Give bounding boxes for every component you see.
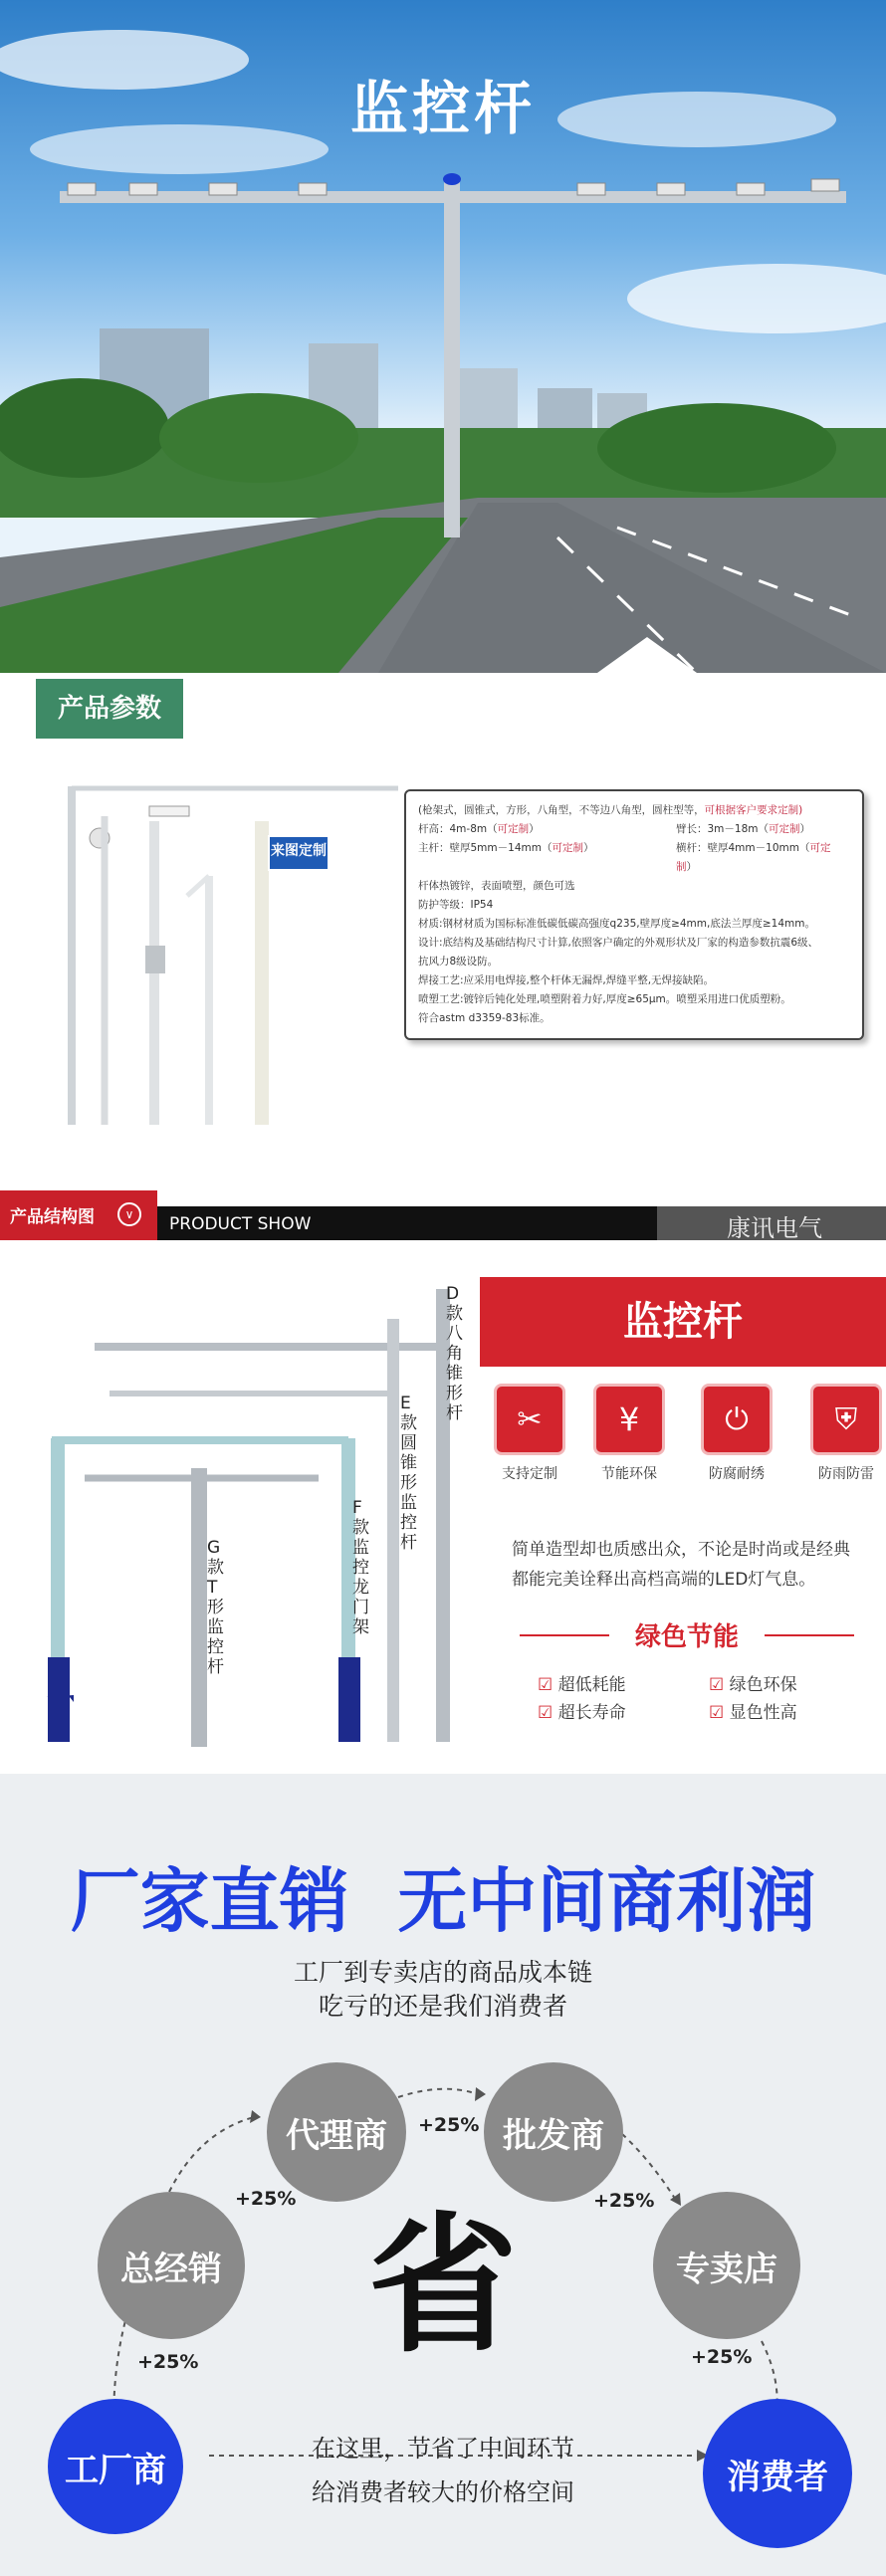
save-note1: 在这里，节省了中间环节	[312, 2435, 574, 2463]
direct-headline: 厂家直销 无中间商利润	[70, 1860, 816, 1942]
spec-spray: 喷塑工艺:镀锌后钝化处理,喷塑附着力好,厚度≥65μm。喷塑采用进口优质塑粉。	[418, 993, 791, 1005]
shield-icon: ⛨	[810, 1384, 882, 1455]
agent-node: 代理商	[267, 2062, 406, 2202]
wholesaler-node: 批发商	[484, 2062, 623, 2202]
tools-icon: ✂	[494, 1384, 565, 1455]
pct-retailer-consumer: +25%	[691, 2346, 753, 2368]
spec-main-pole: 主杆：壁厚5mm－14mm（可定制）	[418, 842, 594, 854]
check-item: ☑ 超长寿命	[538, 1703, 626, 1723]
feature-weather	[806, 1384, 886, 1483]
feature-eco	[589, 1384, 669, 1483]
check-icon: ☑	[709, 1675, 725, 1695]
spec-cross-arm: 横杆：壁厚4mm－10mm（可定制）	[676, 842, 831, 873]
check-item: ☑ 超低耗能	[538, 1675, 626, 1695]
pct-wholesaler-retailer: +25%	[593, 2190, 655, 2212]
spec-standard: 符合astm d3359-83标准。	[418, 1012, 551, 1024]
check-icon: ☑	[709, 1703, 725, 1723]
check-icon: ☑	[538, 1675, 554, 1695]
spec-wind: 抗风力8级设防。	[418, 956, 499, 967]
model-g-label: G款 T形监控杆	[207, 1538, 224, 1677]
chevron-down-icon: ∨	[117, 1202, 141, 1226]
feature-weather-label: 防雨防雷	[818, 1466, 874, 1482]
save-character: 省	[367, 2200, 518, 2373]
brand-name: 康讯电气	[727, 1214, 822, 1242]
spec-design: 设计:底结构及基础结构尺寸计算,依照客户确定的外观形状及厂家的构造参数抗震6级、	[418, 937, 819, 949]
product-card-title: 监控杆	[480, 1277, 886, 1367]
spec-welding: 焊接工艺:应采用电焊接,整个杆体无漏焊,焊缝平整,无焊接缺陷。	[418, 974, 715, 986]
spec-material: 材质:钢材材质为国标标准低碳低碳高强度q235,壁厚度≥4mm,底法兰厚度≥14mm。	[418, 918, 815, 930]
pct-factory-distributor: +25%	[137, 2351, 199, 2373]
factory-node: 工厂商	[48, 2399, 183, 2534]
feature-anticorrosion-label: 防腐耐绣	[709, 1466, 765, 1482]
feature-custom-label: 支持定制	[502, 1466, 557, 1482]
model-e-label: E款 圆锥形监控杆	[400, 1394, 417, 1553]
power-icon: ⏻	[701, 1384, 773, 1455]
params-tab: 产品参数	[36, 679, 183, 739]
spec-protection: 防护等级：IP54	[418, 899, 494, 911]
direct-sub2: 吃亏的还是我们消费者	[318, 1992, 567, 2021]
feature-eco-label: 节能环保	[601, 1466, 657, 1482]
product-description: 简单造型却也质感出众，不论是时尚或是经典都能完美诠释出高档高端的LED灯气息。	[512, 1540, 850, 1590]
pct-distributor-agent: +25%	[235, 2188, 297, 2210]
consumer-node: 消费者	[703, 2399, 852, 2548]
product-show-label: PRODUCT SHOW	[169, 1214, 312, 1234]
spec-custom-note: 可根据客户要求定制)	[704, 804, 803, 816]
spec-galvanized: 杆体热镀锌，表面喷塑，颜色可选	[418, 880, 575, 892]
check-icon: ☑	[538, 1703, 554, 1723]
green-title: 绿色节能	[609, 1616, 765, 1653]
spec-box	[404, 789, 864, 1040]
model-d-label: D款 八角锥形杆	[446, 1284, 463, 1423]
hero-banner	[0, 0, 886, 673]
model-f-label: F款 监控龙门架	[352, 1498, 369, 1637]
pole-products-illustration	[60, 776, 398, 1125]
spec-arm-length: 臂长：3m－18m（可定制）	[676, 823, 810, 835]
pct-agent-wholesaler: +25%	[418, 2114, 480, 2136]
structure-banner	[0, 1190, 886, 1240]
spec-row-height	[418, 820, 850, 839]
spec-line-types	[418, 801, 850, 820]
spec-pole-height: 杆高：4m-8m（可定制）	[418, 823, 540, 835]
structure-tab: 产品结构图	[10, 1207, 95, 1227]
save-note2: 给消费者较大的价格空间	[312, 2478, 574, 2506]
spec-row-thickness	[418, 839, 850, 877]
direct-sub1: 工厂到专卖店的商品成本链	[293, 1958, 592, 1987]
yen-icon: ¥	[593, 1384, 665, 1455]
custom-sign-label: 来图定制	[271, 843, 327, 859]
feature-anticorrosion	[697, 1384, 776, 1483]
feature-custom	[490, 1384, 569, 1483]
direct-sales-section	[0, 1774, 886, 2576]
check-item: ☑ 绿色环保	[709, 1675, 797, 1695]
hero-title: 监控杆	[349, 75, 536, 142]
check-item: ☑ 显色性高	[709, 1703, 797, 1723]
spec-types-text: (枪架式，圆锥式，方形，八角型，不等边八角型，圆柱型等，	[418, 804, 705, 816]
distributor-node: 总经销	[98, 2192, 245, 2339]
retailer-node: 专卖店	[653, 2192, 800, 2339]
